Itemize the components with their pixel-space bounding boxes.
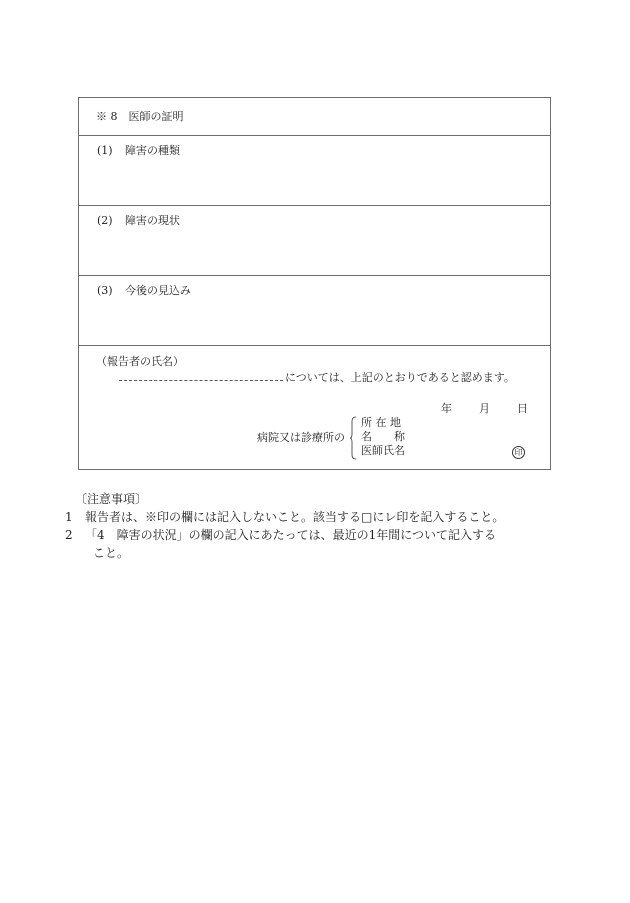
form-title-row bbox=[79, 98, 550, 136]
doctor-certification-form bbox=[78, 97, 551, 470]
disability-status-field[interactable] bbox=[79, 206, 550, 276]
certification-line bbox=[119, 371, 515, 385]
doctor-name-field[interactable]: 医師氏名 bbox=[361, 444, 405, 457]
certification-text: については、上記のとおりであると認めます。 bbox=[285, 371, 515, 384]
notes-heading: 〔注意事項〕 bbox=[75, 492, 148, 506]
reporter-name-label: （報告者の氏名） bbox=[96, 355, 184, 368]
hospital-label: 病院又は診療所の bbox=[257, 431, 345, 444]
hospital-fields bbox=[361, 416, 405, 458]
disability-type-label: (1) 障害の種類 bbox=[97, 144, 180, 157]
hospital-name-field[interactable]: 名 称 bbox=[361, 430, 405, 443]
prognosis-field[interactable] bbox=[79, 276, 550, 346]
seal-icon: 印 bbox=[512, 446, 525, 459]
certification-row bbox=[79, 346, 550, 469]
brace-icon bbox=[350, 416, 356, 460]
date-line[interactable]: 年 月 日 bbox=[441, 402, 528, 415]
reporter-name-blank[interactable] bbox=[119, 371, 283, 381]
disability-status-label: (2) 障害の現状 bbox=[97, 214, 180, 227]
notes-section bbox=[65, 490, 565, 562]
hospital-address-field[interactable]: 所 在 地 bbox=[361, 416, 401, 429]
note-item: 2 「4 障害の状況」の欄の記入にあたっては、最近の1年間について記入する bbox=[65, 528, 497, 542]
form-title: ※ 8 医師の証明 bbox=[96, 110, 184, 123]
prognosis-label: (3) 今後の見込み bbox=[97, 284, 191, 297]
note-item: 1 報告者は、※印の欄には記入しないこと。該当する□にレ印を記入すること。 bbox=[65, 510, 505, 524]
note-continuation: こと。 bbox=[93, 546, 130, 560]
disability-type-field[interactable] bbox=[79, 136, 550, 206]
